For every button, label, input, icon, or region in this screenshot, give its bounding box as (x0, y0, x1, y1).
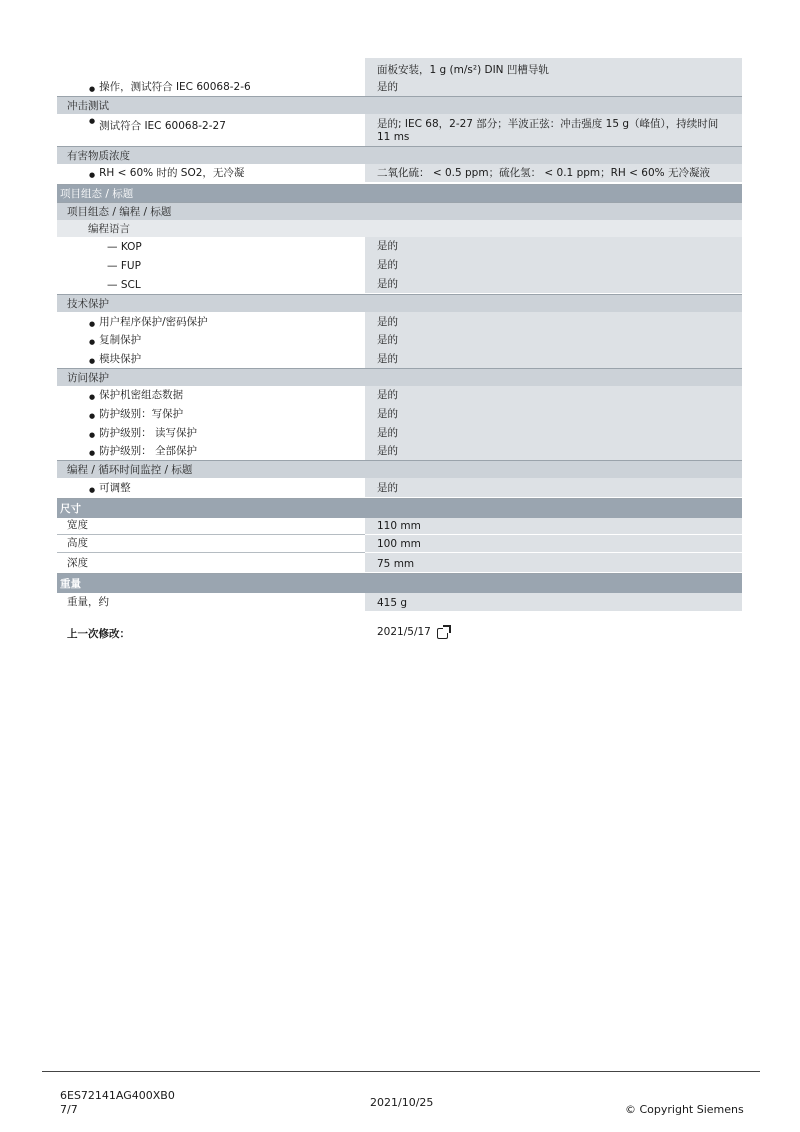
level-rw-row (57, 423, 742, 442)
conf-data-row (57, 386, 742, 404)
operation-label: ● 操作，测试符合 IEC 60068-2-6 (57, 80, 365, 96)
depth-row (57, 553, 742, 572)
level-full-row (57, 442, 742, 460)
operation-value: 是的 (365, 80, 742, 96)
copy-prot-label: ● 复制保护 (57, 331, 365, 349)
scl-row (57, 274, 742, 293)
block-prot-value: 是的 (365, 349, 742, 368)
width-value: 110 mm (365, 518, 742, 535)
mount-row (57, 58, 742, 80)
conf-data-value: 是的 (365, 386, 742, 404)
weight-row (57, 593, 742, 611)
depth-label: 深度 (67, 557, 88, 569)
width-row (57, 518, 742, 535)
footer-date: 2021/10/25 (370, 1096, 434, 1109)
footer-article: 6ES72141AG400XB0 (60, 1089, 175, 1102)
copy-prot-row (57, 331, 742, 349)
user-prot-value: 是的 (365, 312, 742, 331)
shock-header: 冲击测试 (57, 96, 742, 114)
block-prot-row (57, 349, 742, 368)
width-label: 宽度 (57, 518, 365, 535)
footer-copyright: © Copyright Siemens (625, 1103, 744, 1116)
copy-prot-value: 是的 (365, 331, 742, 349)
know-how-header: 技术保护 (57, 294, 742, 312)
last-modified-value: 2021/5/17 (377, 626, 431, 638)
height-label: 高度 (57, 535, 365, 553)
level-rw-value: 是的 (365, 423, 742, 442)
last-modified (377, 626, 448, 638)
shock-row (57, 114, 742, 146)
adjustable-row (57, 478, 742, 497)
kop-label: — KOP (107, 241, 142, 253)
level-full-value: 是的 (365, 442, 742, 460)
scl-value: 是的 (365, 274, 742, 293)
depth-value: 75 mm (365, 553, 742, 572)
weight-header: 重量 (57, 573, 742, 593)
dimensions-header: 尺寸 (57, 498, 742, 518)
height-value: 100 mm (365, 535, 742, 553)
level-write-value: 是的 (365, 404, 742, 423)
user-prot-label: ● 用户程序保护/密码保护 (57, 312, 365, 331)
scl-label: — SCL (107, 279, 141, 291)
fup-value: 是的 (365, 255, 742, 274)
block-prot-label: ● 模块保护 (57, 349, 365, 368)
level-write-row (57, 404, 742, 423)
external-link-icon[interactable] (437, 628, 448, 639)
pollutant-value: 二氧化硫： < 0.5 ppm；硫化氢： < 0.1 ppm；RH < 60% 无冷凝液 (365, 164, 742, 182)
pollutant-header: 有害物质浓度 (57, 146, 742, 164)
fup-row (57, 255, 742, 274)
fup-label: — FUP (107, 260, 141, 272)
weight-value: 415 g (365, 593, 742, 611)
shock-label: ● 测试符合 IEC 60068-2-27 (57, 114, 365, 146)
level-write-label: ● 防护级别：写保护 (57, 404, 365, 423)
project-header: 项目组态 / 标题 (57, 184, 742, 202)
conf-data-label: ● 保护机密组态数据 (57, 386, 365, 404)
shock-value: 是的; IEC 68，2-27 部分；半波正弦：冲击强度 15 g（峰值），持续时间 11 ms (365, 114, 742, 146)
project-sub-header: 项目组态 / 编程 / 标题 (57, 202, 742, 220)
level-full-label: ● 防护级别： 全部保护 (57, 442, 365, 460)
mount-value: 面板安装，1 g (m/s²) DIN 凹槽导轨 (365, 58, 742, 80)
footer-divider (42, 1071, 760, 1072)
pollutant-row (57, 164, 742, 182)
pollutant-label: ● RH < 60% 时的 SO2，无冷凝 (57, 164, 365, 182)
footer-page: 7/7 (60, 1103, 78, 1116)
level-rw-label: ● 防护级别： 读写保护 (57, 423, 365, 442)
adjustable-label: ● 可调整 (57, 478, 365, 497)
cycle-header: 编程 / 循环时间监控 / 标题 (57, 460, 742, 478)
kop-value: 是的 (365, 237, 742, 255)
user-prot-row (57, 312, 742, 331)
height-row (57, 535, 742, 553)
weight-label: 重量，约 (67, 596, 109, 608)
last-modified-label: 上一次修改： (67, 628, 130, 640)
access-header: 访问保护 (57, 368, 742, 386)
language-header: 编程语言 (57, 220, 742, 237)
kop-row (57, 237, 742, 255)
operation-row (57, 80, 742, 96)
adjustable-value: 是的 (365, 478, 742, 497)
